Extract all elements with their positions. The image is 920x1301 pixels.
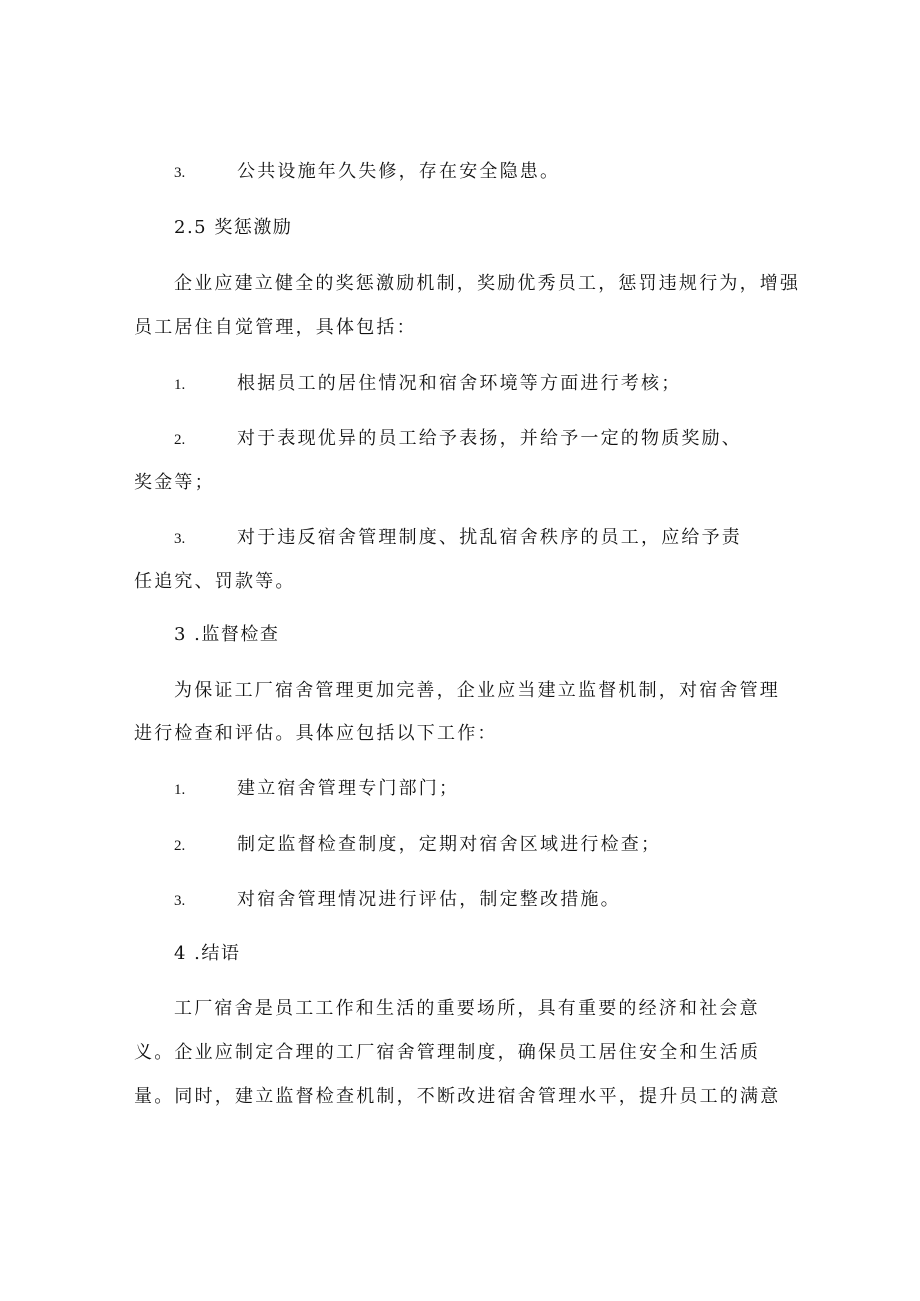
section-heading: 4 .结语 [174, 943, 241, 964]
paragraph-line: 为保证工厂宿舍管理更加完善，企业应当建立监督机制，对宿舍管理 [174, 680, 780, 701]
list-item-text: 对于表现优异的员工给予表扬，并给予一定的物质奖励、 [237, 428, 742, 449]
paragraph-line: 义。企业应制定合理的工厂宿舍管理制度，确保员工居住安全和生活质 [134, 1042, 761, 1063]
paragraph-line: 量。同时，建立监督检查机制，不断改进宿舍管理水平，提升员工的满意 [134, 1086, 781, 1107]
paragraph-line: 员工居住自觉管理，具体包括： [134, 317, 417, 338]
list-number: 2. [174, 432, 186, 448]
list-item-text: 对于违反宿舍管理制度、扰乱宿舍秩序的员工，应给予责 [237, 527, 742, 548]
list-item-text-continued: 任追究、罚款等。 [134, 571, 296, 592]
paragraph-line: 企业应建立健全的奖惩激励机制，奖励优秀员工，惩罚违规行为，增强 [174, 273, 801, 294]
paragraph-line: 进行检查和评估。具体应包括以下工作： [134, 723, 498, 744]
section-heading: 3 .监督检查 [174, 624, 280, 645]
list-item-text: 公共设施年久失修，存在安全隐患。 [237, 161, 561, 182]
list-item-text: 根据员工的居住情况和宿舍环境等方面进行考核； [237, 373, 682, 394]
list-number: 3. [174, 165, 186, 181]
list-item-text-continued: 奖金等； [134, 472, 215, 493]
list-number: 2. [174, 838, 186, 854]
list-number: 3. [174, 531, 186, 547]
list-item-text: 制定监督检查制度，定期对宿舍区域进行检查； [237, 834, 662, 855]
section-heading: 2.5 奖惩激励 [174, 217, 293, 238]
list-number: 3. [174, 893, 186, 909]
list-number: 1. [174, 377, 186, 393]
list-item-text: 建立宿舍管理专门部门； [237, 778, 460, 799]
list-number: 1. [174, 782, 186, 798]
paragraph-line: 工厂宿舍是员工工作和生活的重要场所，具有重要的经济和社会意 [174, 998, 760, 1019]
list-item-text: 对宿舍管理情况进行评估，制定整改措施。 [237, 889, 621, 910]
